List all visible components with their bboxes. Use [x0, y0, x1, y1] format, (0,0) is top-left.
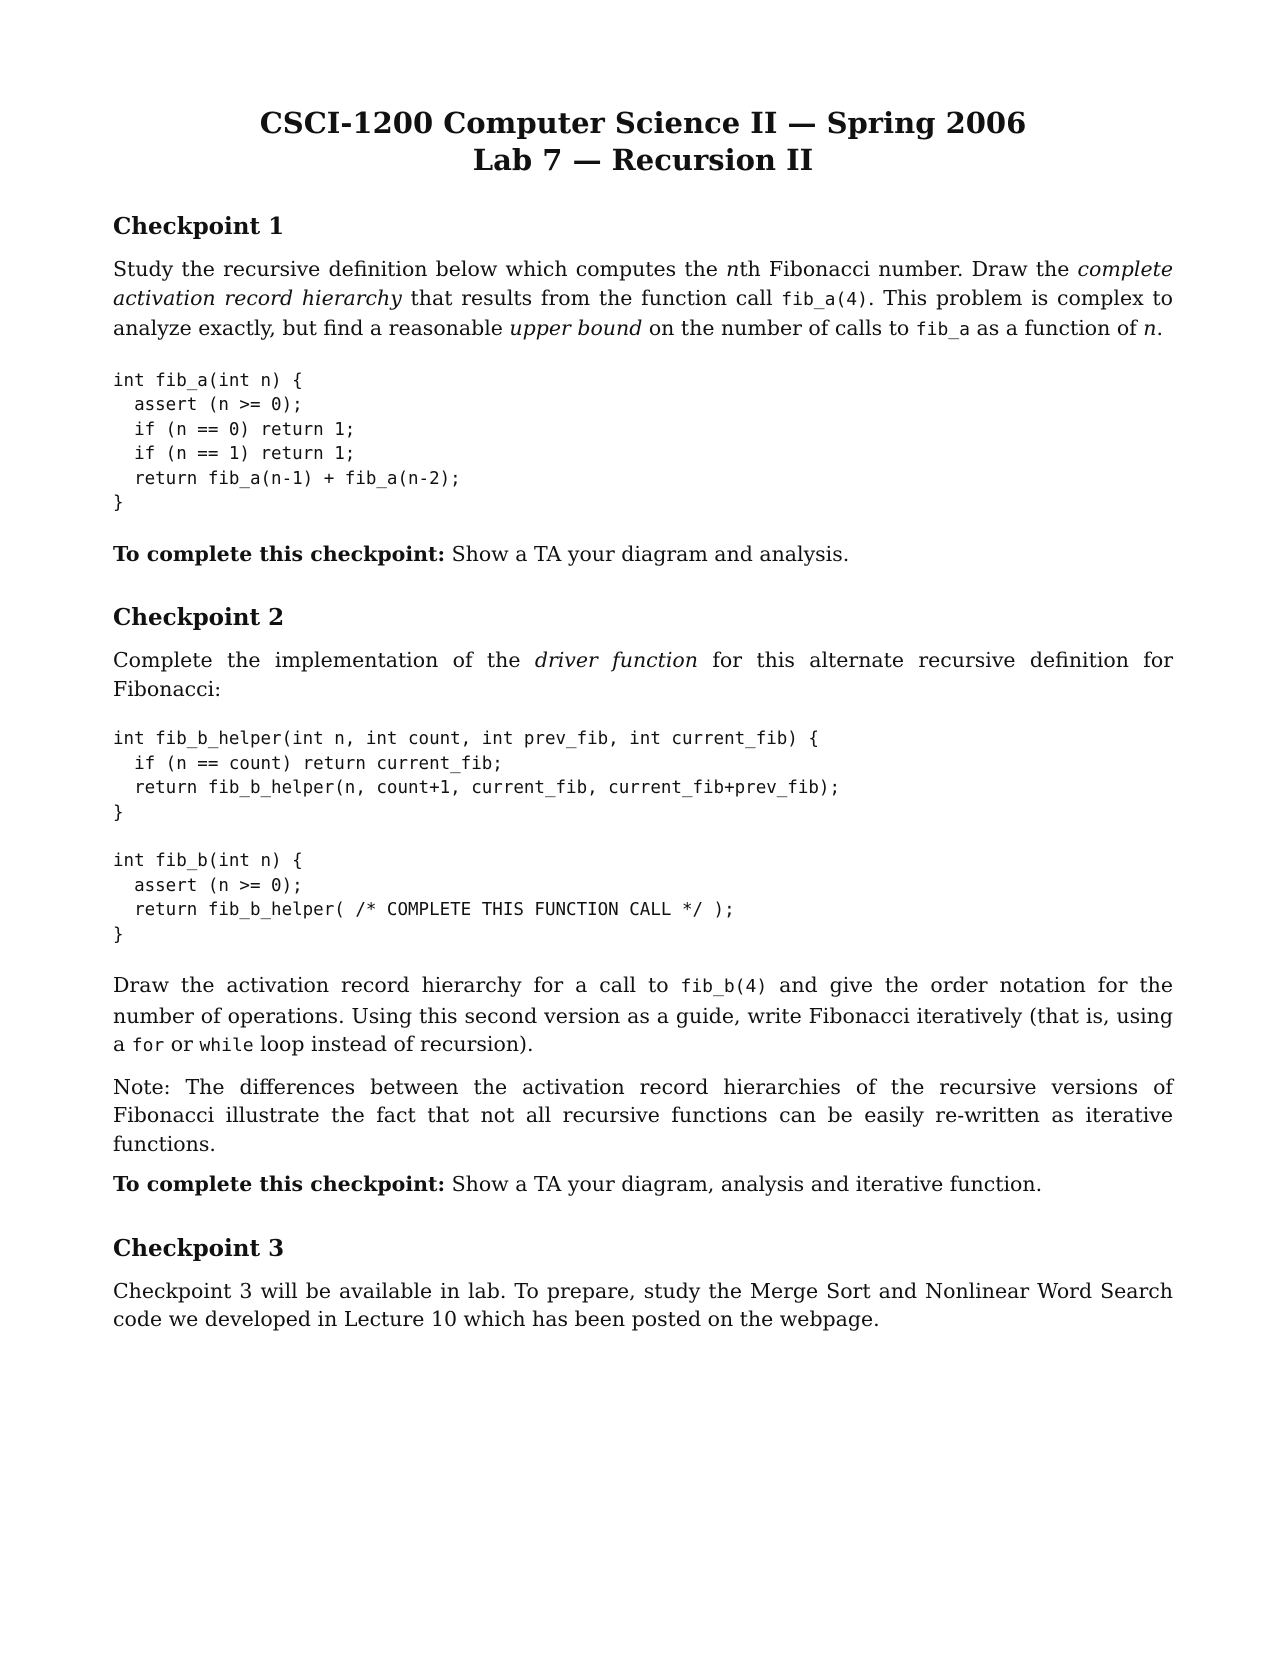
text: Draw the activation record hierarchy for a call to	[113, 973, 681, 997]
text: for this alternate recursive definition for Fibonacci:	[113, 648, 1173, 701]
inline-code: fib_a(4)	[781, 288, 868, 310]
emphasis: upper bound	[509, 316, 643, 340]
text: on the number of calls to	[642, 316, 916, 340]
completion-text: Show a TA your diagram and analysis.	[445, 541, 850, 566]
completion-label: To complete this checkpoint:	[113, 1172, 446, 1196]
checkpoint-2-note: Note: The differences between the activation record hierarchies of the recursive versions of Fibonacci illustrate the fact that not all recursive functions can be easily re-written as iterative functions.	[113, 1074, 1173, 1156]
checkpoint-1-section	[113, 213, 1173, 568]
text: or	[164, 1032, 200, 1056]
completion-label: To complete this checkpoint:	[113, 541, 446, 566]
math-n: n	[726, 257, 740, 281]
inline-code: while	[199, 1035, 254, 1056]
emphasis: complete activation record hierarchy	[113, 257, 1173, 310]
text: th Fibonacci number. Draw the	[739, 257, 1078, 281]
text: loop instead of recursion).	[253, 1032, 534, 1056]
checkpoint-1-instructions	[113, 255, 1173, 345]
checkpoint-1-completion	[113, 540, 1173, 569]
math-n: n	[1143, 316, 1157, 340]
checkpoint-2-section	[113, 604, 1173, 1199]
inline-code: fib_b(4)	[680, 976, 768, 997]
document-title	[113, 105, 1173, 179]
checkpoint-3-instructions: Checkpoint 3 will be available in lab. To prepare, study the Merge Sort and Nonlinear Word Search code we developed in Lecture 10 which has been posted on the webpage.	[113, 1278, 1173, 1331]
inline-code: for	[131, 1035, 165, 1056]
text: as a function of	[969, 316, 1144, 340]
title-line-2: Lab 7 — Recursion II	[472, 143, 814, 177]
checkpoint-2-instructions	[113, 646, 1173, 703]
text: Complete the implementation of the	[113, 648, 535, 672]
checkpoint-3-heading: Checkpoint 3	[113, 1234, 285, 1262]
text: .	[1156, 316, 1164, 340]
document-page	[113, 105, 1173, 1370]
fib-b-helper-code-block: int fib_b_helper(int n, int count, int prev_fib, int current_fib) { if (n == count) return current_fib; return fib_b_helper(n, count+1, current_fib, current_fib+prev_fib); }	[113, 729, 840, 823]
text: . This problem is complex to analyze exactly, but find a reasonable	[113, 285, 1174, 340]
completion-text: Show a TA your diagram, analysis and iterative function.	[445, 1172, 1043, 1196]
checkpoint-1-heading: Checkpoint 1	[113, 213, 285, 240]
title-line-1: CSCI-1200 Computer Science II — Spring 2006	[259, 106, 1027, 140]
fib-a-code-block: int fib_a(int n) { assert (n >= 0); if (n == 0) return 1; if (n == 1) return 1; return fib_a(n-1) + fib_a(n-2); }	[113, 370, 461, 513]
fib-b-code-block: int fib_b(int n) { assert (n >= 0); return fib_b_helper( /* COMPLETE THIS FUNCTION CALL */ ); }	[113, 851, 735, 945]
checkpoint-3-section	[113, 1235, 1173, 1334]
checkpoint-2-heading: Checkpoint 2	[113, 604, 285, 631]
text: that results from the function call	[401, 285, 782, 310]
inline-code: fib_a	[915, 319, 970, 340]
checkpoint-2-completion	[113, 1170, 1173, 1199]
text: Study the recursive definition below which computes the	[113, 257, 727, 281]
emphasis: driver function	[534, 648, 698, 672]
text: and give the order notation for the number of operations. Using this second version as a guide, write Fibonacci iteratively (that is, using a	[113, 973, 1173, 1056]
checkpoint-2-analysis	[113, 971, 1173, 1061]
